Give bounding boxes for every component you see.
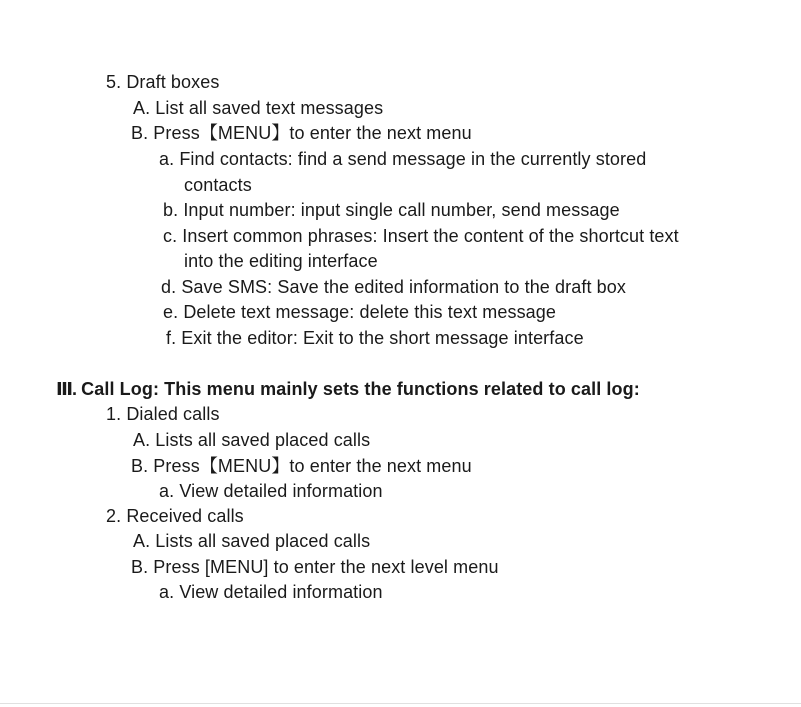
- draft-sub-c-line2: into the editing interface: [184, 251, 378, 271]
- draft-item-b: B. Press【MENU】to enter the next menu: [131, 123, 472, 143]
- received-calls-title: 2. Received calls: [106, 506, 244, 526]
- dialed-item-b: B. Press【MENU】to enter the next menu: [131, 456, 472, 476]
- dialed-item-a: A. Lists all saved placed calls: [133, 430, 371, 450]
- draft-sub-c-line1: c. Insert common phrases: Insert the content of the shortcut text: [163, 226, 679, 246]
- draft-item-a: A. List all saved text messages: [133, 98, 384, 118]
- draft-sub-f: f. Exit the editor: Exit to the short message interface: [166, 328, 584, 348]
- section-numeral: Ⅲ.: [56, 379, 77, 399]
- dialed-sub-a: a. View detailed information: [159, 481, 383, 501]
- call-log-heading: [56, 378, 640, 400]
- page-bottom-rule: [0, 703, 801, 704]
- received-item-b: B. Press [MENU] to enter the next level menu: [131, 557, 499, 577]
- dialed-calls-title: 1. Dialed calls: [106, 404, 220, 424]
- received-sub-a: a. View detailed information: [159, 582, 383, 602]
- draft-sub-e: e. Delete text message: delete this text message: [163, 302, 557, 322]
- draft-sub-a-line2: contacts: [184, 175, 252, 195]
- draft-sub-d: d. Save SMS: Save the edited information to the draft box: [161, 277, 626, 297]
- draft-boxes-title: 5. Draft boxes: [106, 72, 220, 92]
- call-log-heading-text: Call Log: This menu mainly sets the functions related to call log:: [81, 379, 640, 399]
- received-item-a: A. Lists all saved placed calls: [133, 531, 371, 551]
- draft-sub-a-line1: a. Find contacts: find a send message in the currently stored: [159, 149, 647, 169]
- draft-sub-b: b. Input number: input single call number, send message: [163, 200, 620, 220]
